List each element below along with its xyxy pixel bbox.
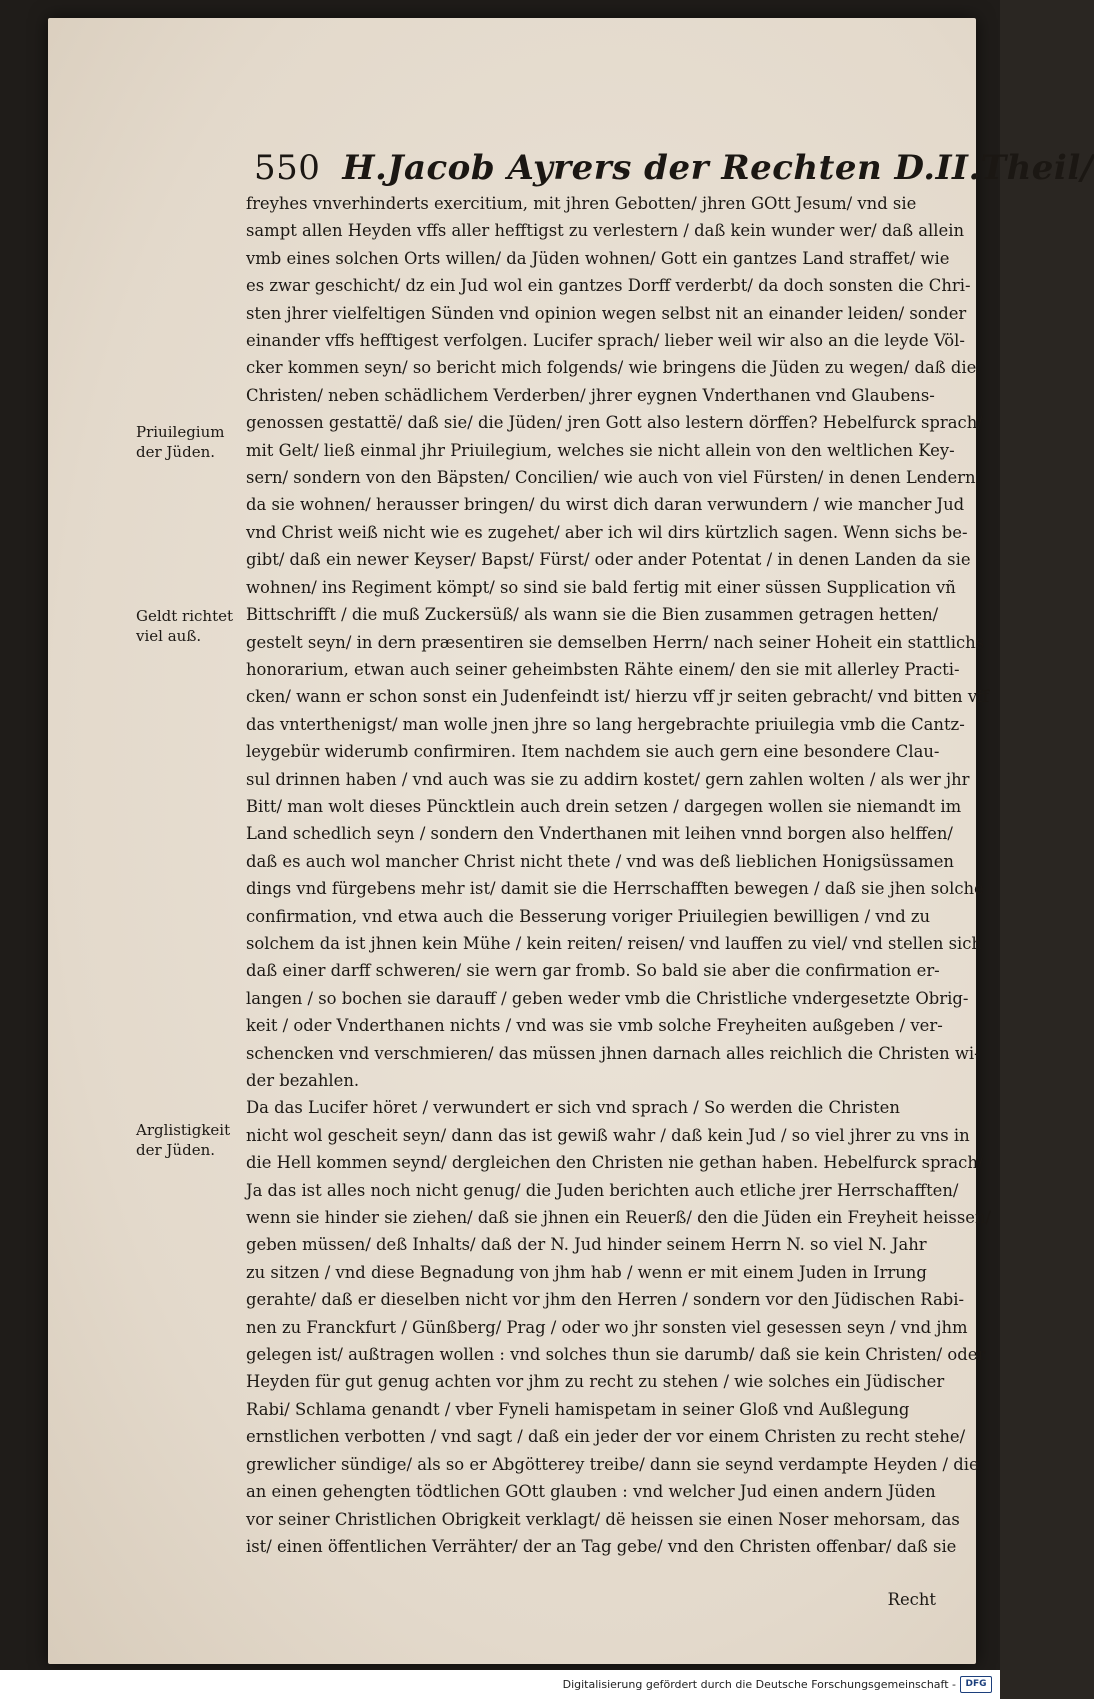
text-line: Heyden für gut genug achten vor jhm zu recht zu stehen / wie solches ein Jüdischer (246, 1372, 945, 1392)
footer-bar (0, 1670, 1000, 1699)
text-line: das vnterthenigst/ man wolle jnen jhre so lang hergebrachte priuilegia vmb die Cantz- (246, 714, 965, 734)
text-line: an einen gehengten tödtlichen GOtt glauben : vnd welcher Jud einen andern Jüden (246, 1482, 936, 1502)
text-line: wohnen/ ins Regiment kömpt/ so sind sie bald fertig mit einer süssen Supplication vñ (246, 577, 956, 597)
text-line: geben müssen/ deß Inhalts/ daß der N. Jud hinder seinem Herrn N. so viel N. Jahr (246, 1235, 927, 1255)
text-line: keit / oder Vnderthanen nichts / vnd was sie vmb solche Freyheiten außgeben / ver- (246, 1016, 943, 1036)
text-line: der bezahlen. (246, 1071, 360, 1090)
text-line: gestelt seyn/ in dern præsentiren sie demselben Herrn/ nach seiner Hoheit ein stattlichs (246, 632, 985, 652)
catchword-wrap (246, 1586, 936, 1613)
text-line: honorarium, etwan auch seiner geheimbsten Rähte einem/ den sie mit allerley Practi- (246, 659, 960, 679)
running-header (254, 148, 1094, 188)
text-line: Land schedlich seyn / sondern den Vnderthanen mit leihen vnnd borgen also helffen/ (246, 824, 953, 844)
dfg-logo: DFG (960, 1676, 992, 1693)
text-line: einander vffs hefftigest verfolgen. Lucifer sprach/ lieber weil wir also an die leyde Völ- (246, 331, 965, 351)
text-line: sul drinnen haben / vnd auch was sie zu addirn kostet/ gern zahlen wolten / als wer jhr (246, 769, 970, 789)
text-line: ernstlichen verbotten / vnd sagt / daß ein jeder der vor einem Christen zu recht stehe/ (246, 1427, 966, 1447)
text-line: cker kommen seyn/ so bericht mich folgends/ wie bringens die Jüden zu wegen/ daß die (246, 358, 977, 378)
footer-credit: Digitalisierung gefördert durch die Deutsche Forschungsgemeinschaft - (562, 1678, 956, 1691)
margin-note: Geldt richtet viel auß. (136, 607, 234, 645)
text-line: es zwar geschicht/ dz ein Jud wol ein gantzes Dorff verderbt/ da doch sonsten die Chri- (246, 276, 971, 296)
text-line: die Hell kommen seynd/ dergleichen den Christen nie gethan haben. Hebelfurck sprach/ (246, 1153, 984, 1173)
body-text (246, 190, 992, 1560)
page-number: 550 (254, 148, 321, 188)
text-line: Bittschrifft / die muß Zuckersüß/ als wann sie die Bien zusammen getragen hetten/ (246, 605, 939, 625)
text-line: daß es auch wol mancher Christ nicht thete / vnd was deß lieblichen Honigsüssamen (246, 851, 954, 871)
text-line: sern/ sondern von den Bäpsten/ Concilien/ wie auch von viel Fürsten/ in denen Lendern (246, 468, 976, 488)
text-line: wenn sie hinder sie ziehen/ daß sie jhnen ein Reuerß/ den die Jüden ein Freyheit heissen/ (246, 1208, 992, 1228)
running-title: H.Jacob Ayrers der Rechten D.II.Theil/ (342, 148, 1094, 188)
text-line: langen / so bochen sie darauff / geben weder vmb die Christliche vndergesetzte Obrig- (246, 988, 969, 1008)
text-line: nen zu Franckfurt / Günßberg/ Prag / oder wo jhr sonsten viel gesessen seyn / vnd jhm (246, 1317, 968, 1337)
text-line: vor seiner Christlichen Obrigkeit verklagt/ dë heissen sie einen Noser mehorsam, das (246, 1509, 960, 1529)
text-line: nicht wol gescheit seyn/ dann das ist gewiß wahr / daß kein Jud / so viel jhrer zu vns in (246, 1125, 970, 1145)
text-line: cken/ wann er schon sonst ein Judenfeindt ist/ hierzu vff jr seiten gebracht/ vnd bitten vff (246, 687, 989, 707)
text-line: confirmation, vnd etwa auch die Besserung voriger Priuilegien bewilligen / vnd zu (246, 906, 931, 926)
text-line: Ja das ist alles noch nicht genug/ die Juden berichten auch etliche jrer Herrschafften/ (246, 1180, 959, 1200)
text-line: genossen gestattë/ daß sie/ die Jüden/ jren Gott also lestern dörffen? Hebelfurck sprach/ (246, 413, 983, 433)
text-line: freyhes vnverhinderts exercitium, mit jhren Gebotten/ jhren GOtt Jesum/ vnd sie (246, 194, 917, 213)
text-line: gelegen ist/ außtragen wollen : vnd solches thun sie darumb/ daß sie kein Christen/ oder (246, 1345, 986, 1365)
text-line: Rabi/ Schlama genandt / vber Fyneli hamispetam in seiner Gloß vnd Außlegung (246, 1399, 910, 1419)
text-line: leygebür widerumb confirmiren. Item nachdem sie auch gern eine besondere Clau- (246, 742, 940, 762)
catchword: Recht (887, 1590, 936, 1609)
margin-note: Arglistigkeit der Jüden. (136, 1121, 231, 1159)
text-line: gibt/ daß ein newer Keyser/ Bapst/ Fürst/ oder ander Potentat / in denen Landen da sie (246, 550, 971, 570)
text-line: vmb eines solchen Orts willen/ da Jüden wohnen/ Gott ein gantzes Land straffet/ wie (246, 248, 950, 268)
text-line: mit Gelt/ ließ einmal jhr Priuilegium, welches sie nicht allein von den weltlichen Key- (246, 440, 955, 460)
text-line: Bitt/ man wolt dieses Püncktlein auch drein setzen / dargegen wollen sie niemandt im (246, 796, 962, 816)
text-line: Christen/ neben schädlichem Verderben/ jhrer eygnen Vnderthanen vnd Glaubens- (246, 385, 935, 405)
text-line: schencken vnd verschmieren/ das müssen jhnen darnach alles reichlich die Christen wi- (246, 1043, 980, 1063)
text-line: solchem da ist jhnen kein Mühe / kein reiten/ reisen/ vnd lauffen zu viel/ vnd stellen sich (246, 933, 982, 953)
text-line: dings vnd fürgebens mehr ist/ damit sie die Herrschafften bewegen / daß sie jhen solche (246, 879, 984, 899)
text-line: grewlicher sündige/ als so er Abgötterey treibe/ dann sie seynd verdampte Heyden / die (246, 1454, 979, 1474)
text-line: daß einer darff schweren/ sie wern gar fromb. So bald sie aber die confirmation er- (246, 961, 940, 981)
text-line: zu sitzen / vnd diese Begnadung von jhm hab / wenn er mit einem Juden in Irrung (246, 1262, 927, 1282)
text-line: Da das Lucifer höret / verwundert er sich vnd sprach / So werden die Christen (246, 1098, 900, 1118)
text-line: sampt allen Heyden vffs aller hefftigst zu verlestern / daß kein wunder wer/ daß allein (246, 221, 964, 241)
text-line: ist/ einen öffentlichen Verrähter/ der an Tag gebe/ vnd den Christen offenbar/ daß sie (246, 1536, 957, 1556)
margin-note: Priuilegium der Jüden. (136, 423, 225, 461)
text-line: gerahte/ daß er dieselben nicht vor jhm den Herren / sondern vor den Jüdischen Rabi- (246, 1290, 965, 1310)
text-line: vnd Christ weiß nicht wie es zugehet/ aber ich wil dirs kürtzlich sagen. Wenn sichs be- (246, 522, 968, 542)
text-line: da sie wohnen/ herausser bringen/ du wirst dich daran verwundern / wie mancher Jud (246, 495, 965, 515)
text-line: sten jhrer vielfeltigen Sünden vnd opinion wegen selbst nit an einander leiden/ sonder (246, 303, 967, 323)
